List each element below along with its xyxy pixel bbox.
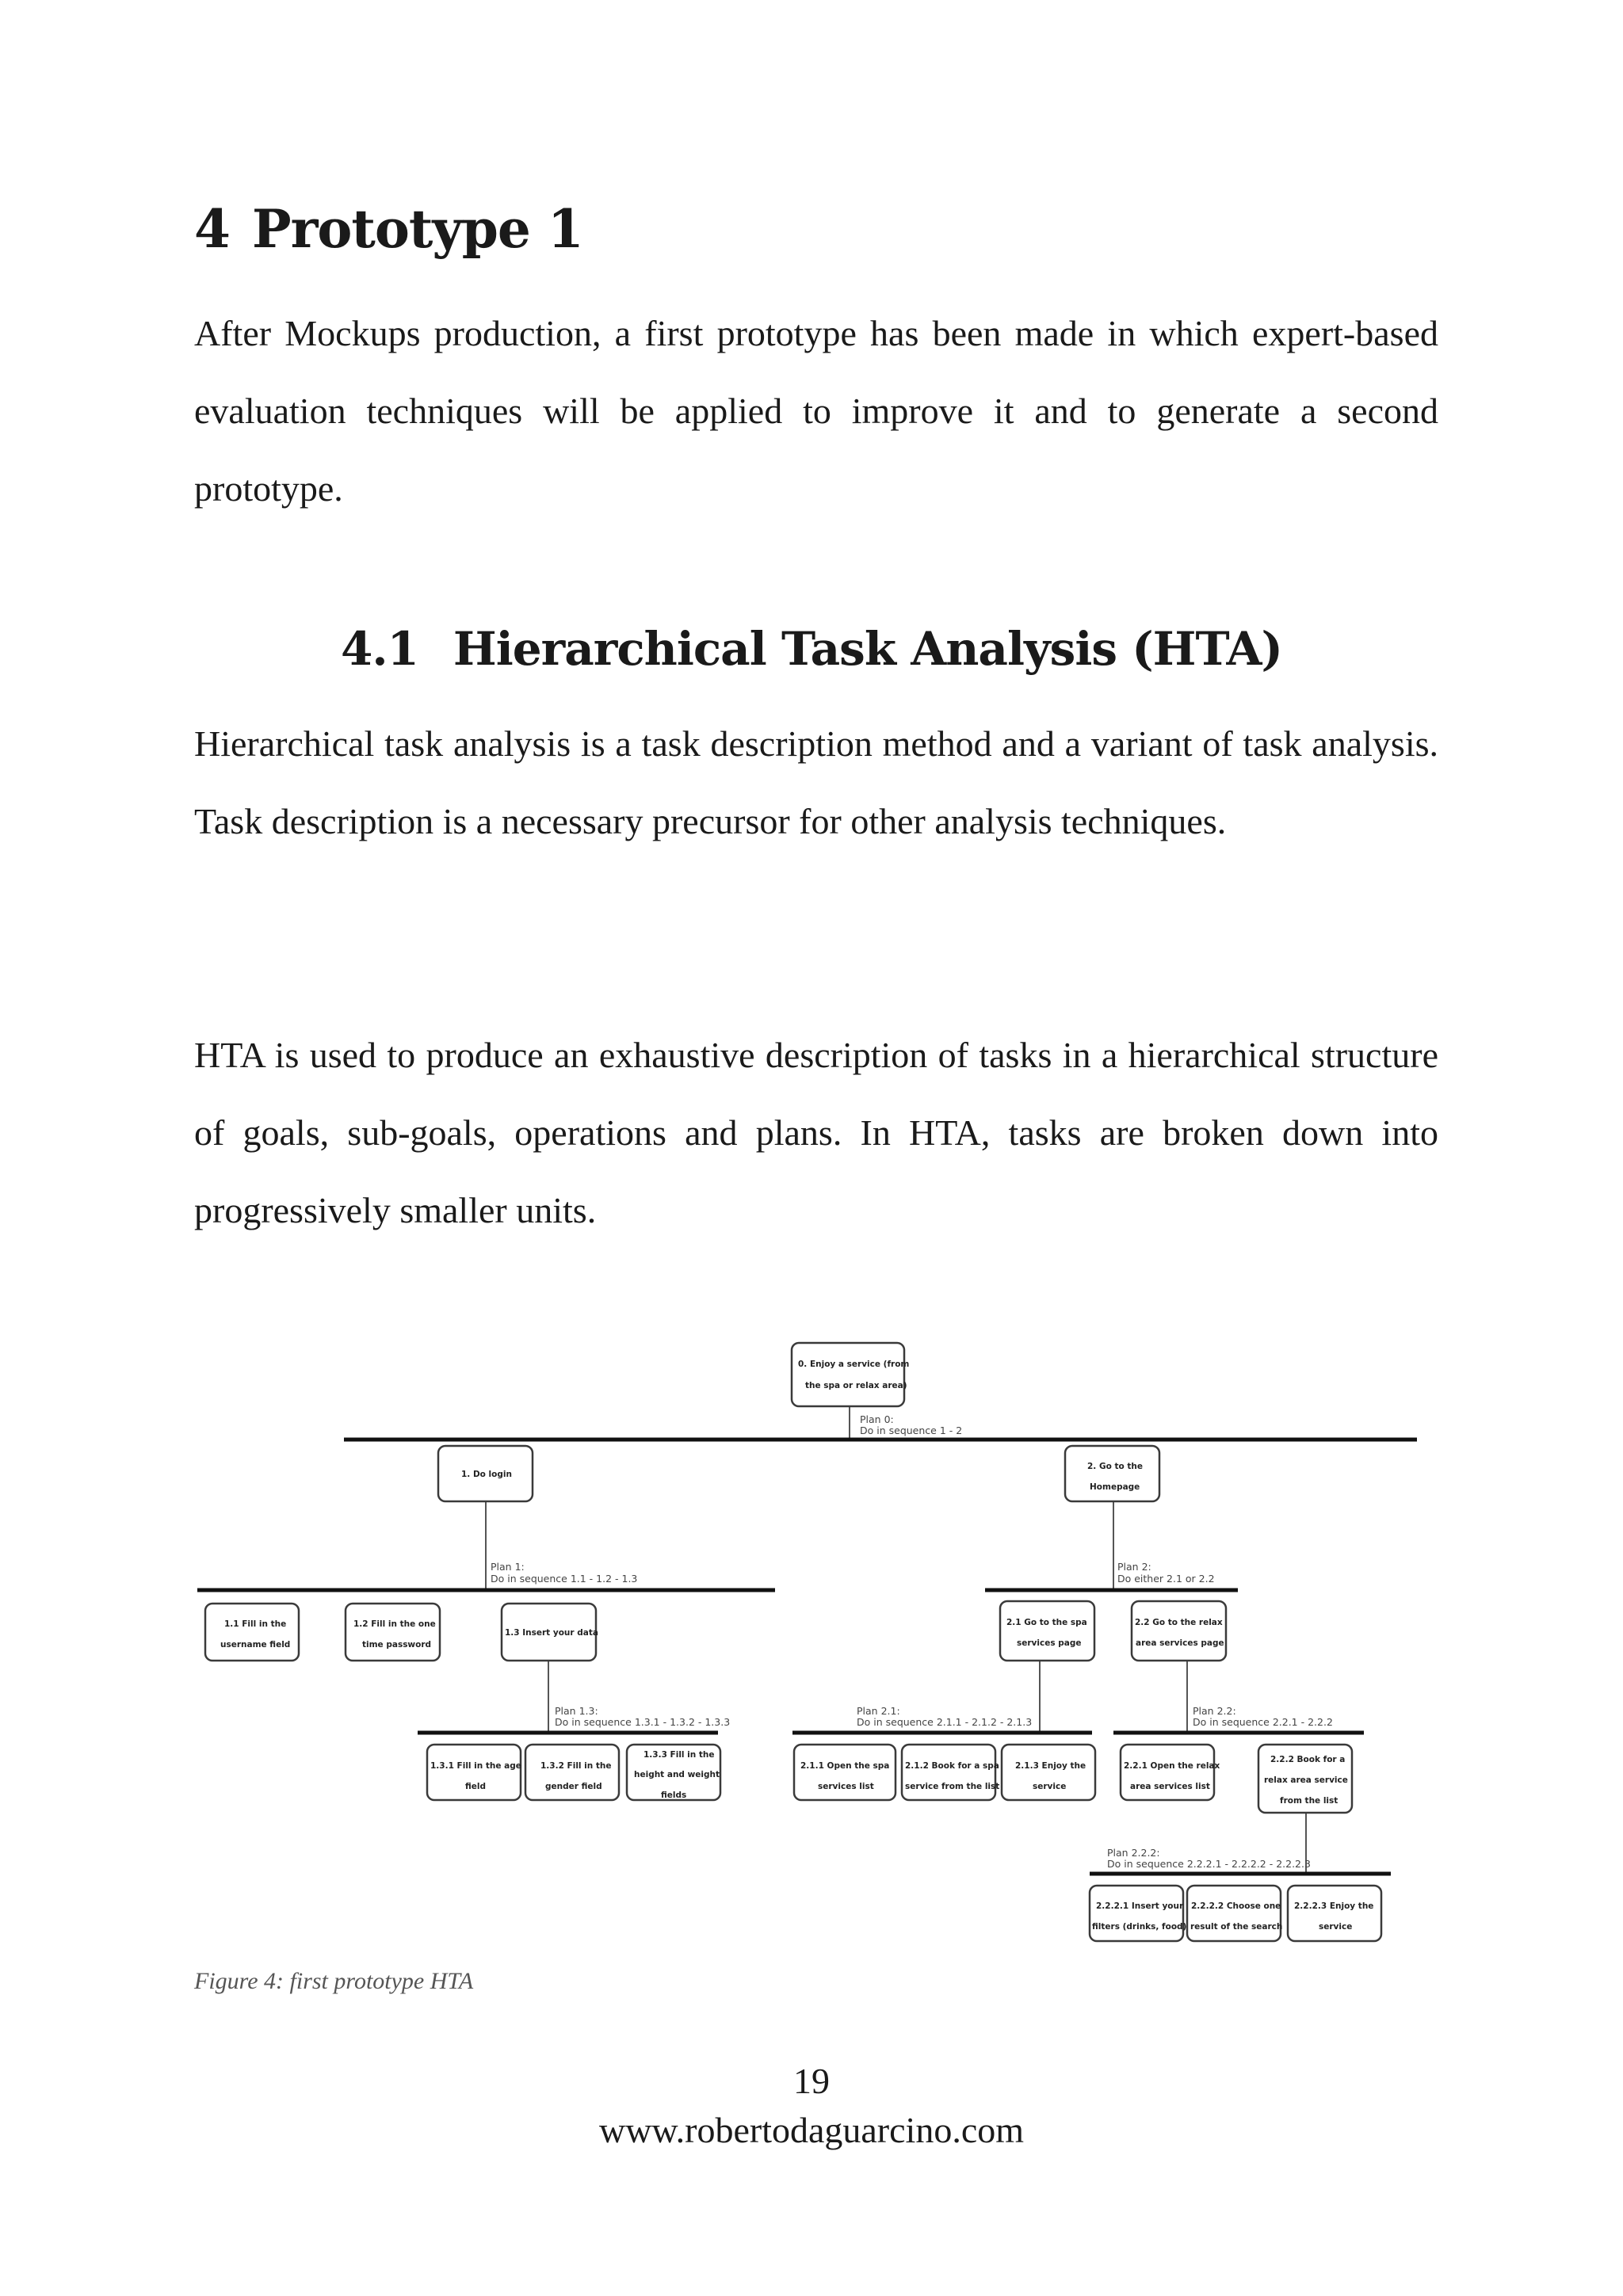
svg-text:2.2.1 Open the relax: 2.2.1 Open the relax bbox=[1124, 1761, 1220, 1771]
subsection-title: Hierarchical Task Analysis (HTA) bbox=[453, 622, 1282, 676]
svg-text:2.1.1 Open the spa: 2.1.1 Open the spa bbox=[800, 1761, 890, 1771]
subsection-heading bbox=[341, 622, 1282, 676]
svg-text:filters (drinks, food): filters (drinks, food) bbox=[1092, 1922, 1187, 1932]
svg-text:the spa or relax area): the spa or relax area) bbox=[805, 1381, 907, 1390]
svg-text:0. Enjoy a service (from: 0. Enjoy a service (from bbox=[798, 1360, 910, 1369]
section-heading bbox=[194, 198, 583, 260]
hta-node-2-2-2-2 bbox=[1187, 1886, 1282, 1941]
svg-text:2.2.2 Book for a: 2.2.2 Book for a bbox=[1270, 1755, 1346, 1764]
svg-text:username field: username field bbox=[220, 1640, 291, 1650]
svg-text:1.3 Insert your data: 1.3 Insert your data bbox=[505, 1628, 598, 1638]
website-footer: www.robertodaguarcino.com bbox=[598, 2110, 1025, 2150]
hta-node-2-1-3 bbox=[1002, 1745, 1095, 1800]
svg-text:2. Go to the: 2. Go to the bbox=[1087, 1462, 1143, 1471]
svg-text:area services page: area services page bbox=[1136, 1638, 1224, 1648]
section-title: Prototype 1 bbox=[251, 198, 583, 260]
hta-node-2-2-2 bbox=[1258, 1745, 1352, 1813]
svg-text:Homepage: Homepage bbox=[1090, 1482, 1140, 1492]
hta-node-2-1-2 bbox=[902, 1745, 999, 1800]
svg-text:services page: services page bbox=[1017, 1638, 1082, 1648]
svg-text:height and weight: height and weight bbox=[634, 1770, 720, 1779]
svg-text:service: service bbox=[1319, 1922, 1353, 1932]
svg-text:result of the search: result of the search bbox=[1190, 1922, 1283, 1932]
hta-node-1-1 bbox=[205, 1604, 299, 1661]
plan-1-3-label: Plan 1.3: Do in sequence 1.3.1 - 1.3.2 - 1.3.3 bbox=[555, 1705, 731, 1728]
hta-node-1-3-2 bbox=[525, 1745, 619, 1800]
svg-text:services list: services list bbox=[818, 1782, 874, 1791]
hta-diagram bbox=[190, 1331, 1426, 1949]
hta-definition-paragraph: Hierarchical task analysis is a task description method and a variant of task analysis. Task description is a necessary precursor for other analysis techniques. bbox=[194, 723, 1438, 841]
page-number: 19 bbox=[793, 2061, 830, 2101]
svg-text:relax area service: relax area service bbox=[1264, 1775, 1348, 1785]
svg-text:2.2 Go to the relax: 2.2 Go to the relax bbox=[1135, 1618, 1223, 1627]
svg-text:time password: time password bbox=[362, 1640, 432, 1650]
hta-node-2-1-1 bbox=[794, 1745, 896, 1800]
hta-node-2-2 bbox=[1132, 1601, 1226, 1661]
plan-2-2-label: Plan 2.2: Do in sequence 2.2.1 - 2.2.2 bbox=[1193, 1705, 1333, 1728]
hta-node-1-2 bbox=[346, 1604, 440, 1661]
hta-node-1-3-1 bbox=[427, 1745, 521, 1800]
svg-text:1.3.2 Fill in the: 1.3.2 Fill in the bbox=[540, 1761, 612, 1771]
hta-node-0 bbox=[792, 1343, 909, 1406]
svg-text:1. Do login: 1. Do login bbox=[461, 1470, 512, 1479]
hta-purpose-paragraph: HTA is used to produce an exhaustive description of tasks in a hierarchical structure of goals, sub-goals, operations and plans. In HTA, tasks are broken down into progressively smaller units. bbox=[194, 1035, 1438, 1230]
svg-text:1.3.1 Fill in the age: 1.3.1 Fill in the age bbox=[430, 1761, 521, 1771]
figure-caption: Figure 4: first prototype HTA bbox=[194, 1968, 474, 1994]
svg-text:2.2.2.3 Enjoy the: 2.2.2.3 Enjoy the bbox=[1294, 1901, 1374, 1911]
svg-text:service: service bbox=[1033, 1782, 1067, 1791]
hta-node-1-3 bbox=[502, 1604, 598, 1661]
svg-text:1.2 Fill in the one: 1.2 Fill in the one bbox=[353, 1619, 436, 1629]
hta-node-2-1 bbox=[1000, 1601, 1094, 1661]
svg-text:2.1 Go to the spa: 2.1 Go to the spa bbox=[1006, 1618, 1087, 1627]
section-number: 4 bbox=[194, 198, 230, 260]
hta-node-2-2-1 bbox=[1121, 1745, 1220, 1800]
hta-node-1-3-3 bbox=[627, 1745, 720, 1800]
svg-text:1.1 Fill in the: 1.1 Fill in the bbox=[224, 1619, 287, 1629]
svg-text:2.1.3 Enjoy the: 2.1.3 Enjoy the bbox=[1015, 1761, 1086, 1771]
intro-paragraph: After Mockups production, a first prototype has been made in which expert-based evaluation techniques will be applied to improve it and to generate a second prototype. bbox=[194, 313, 1438, 509]
svg-text:area services list: area services list bbox=[1130, 1782, 1210, 1791]
plan-0-label: Plan 0: Do in sequence 1 - 2 bbox=[860, 1413, 963, 1436]
hta-node-2 bbox=[1065, 1446, 1159, 1501]
svg-text:fields: fields bbox=[661, 1791, 687, 1800]
svg-text:1.3.3 Fill in the: 1.3.3 Fill in the bbox=[643, 1750, 715, 1760]
svg-text:2.2.2.2 Choose one: 2.2.2.2 Choose one bbox=[1191, 1901, 1281, 1911]
svg-text:field: field bbox=[465, 1782, 487, 1791]
subsection-number: 4.1 bbox=[341, 622, 418, 676]
hta-node-1 bbox=[438, 1446, 533, 1501]
svg-text:2.2.2.1 Insert your: 2.2.2.1 Insert your bbox=[1096, 1901, 1184, 1911]
hta-node-2-2-2-1 bbox=[1090, 1886, 1186, 1941]
hta-node-2-2-2-3 bbox=[1288, 1886, 1381, 1941]
svg-text:service from the list: service from the list bbox=[905, 1782, 1000, 1791]
svg-text:gender field: gender field bbox=[545, 1782, 602, 1791]
svg-text:2.1.2 Book for a spa: 2.1.2 Book for a spa bbox=[905, 1761, 999, 1771]
plan-2-1-label: Plan 2.1: Do in sequence 2.1.1 - 2.1.2 - 2.1.3 bbox=[857, 1705, 1033, 1728]
plan-2-2-2-label: Plan 2.2.2: Do in sequence 2.2.2.1 - 2.2.2.2 - 2.2.2.3 bbox=[1107, 1847, 1311, 1870]
svg-text:from the list: from the list bbox=[1280, 1796, 1338, 1806]
plan-1-label: Plan 1: Do in sequence 1.1 - 1.2 - 1.3 bbox=[491, 1561, 638, 1585]
plan-2-label: Plan 2: Do either 2.1 or 2.2 bbox=[1117, 1561, 1215, 1585]
